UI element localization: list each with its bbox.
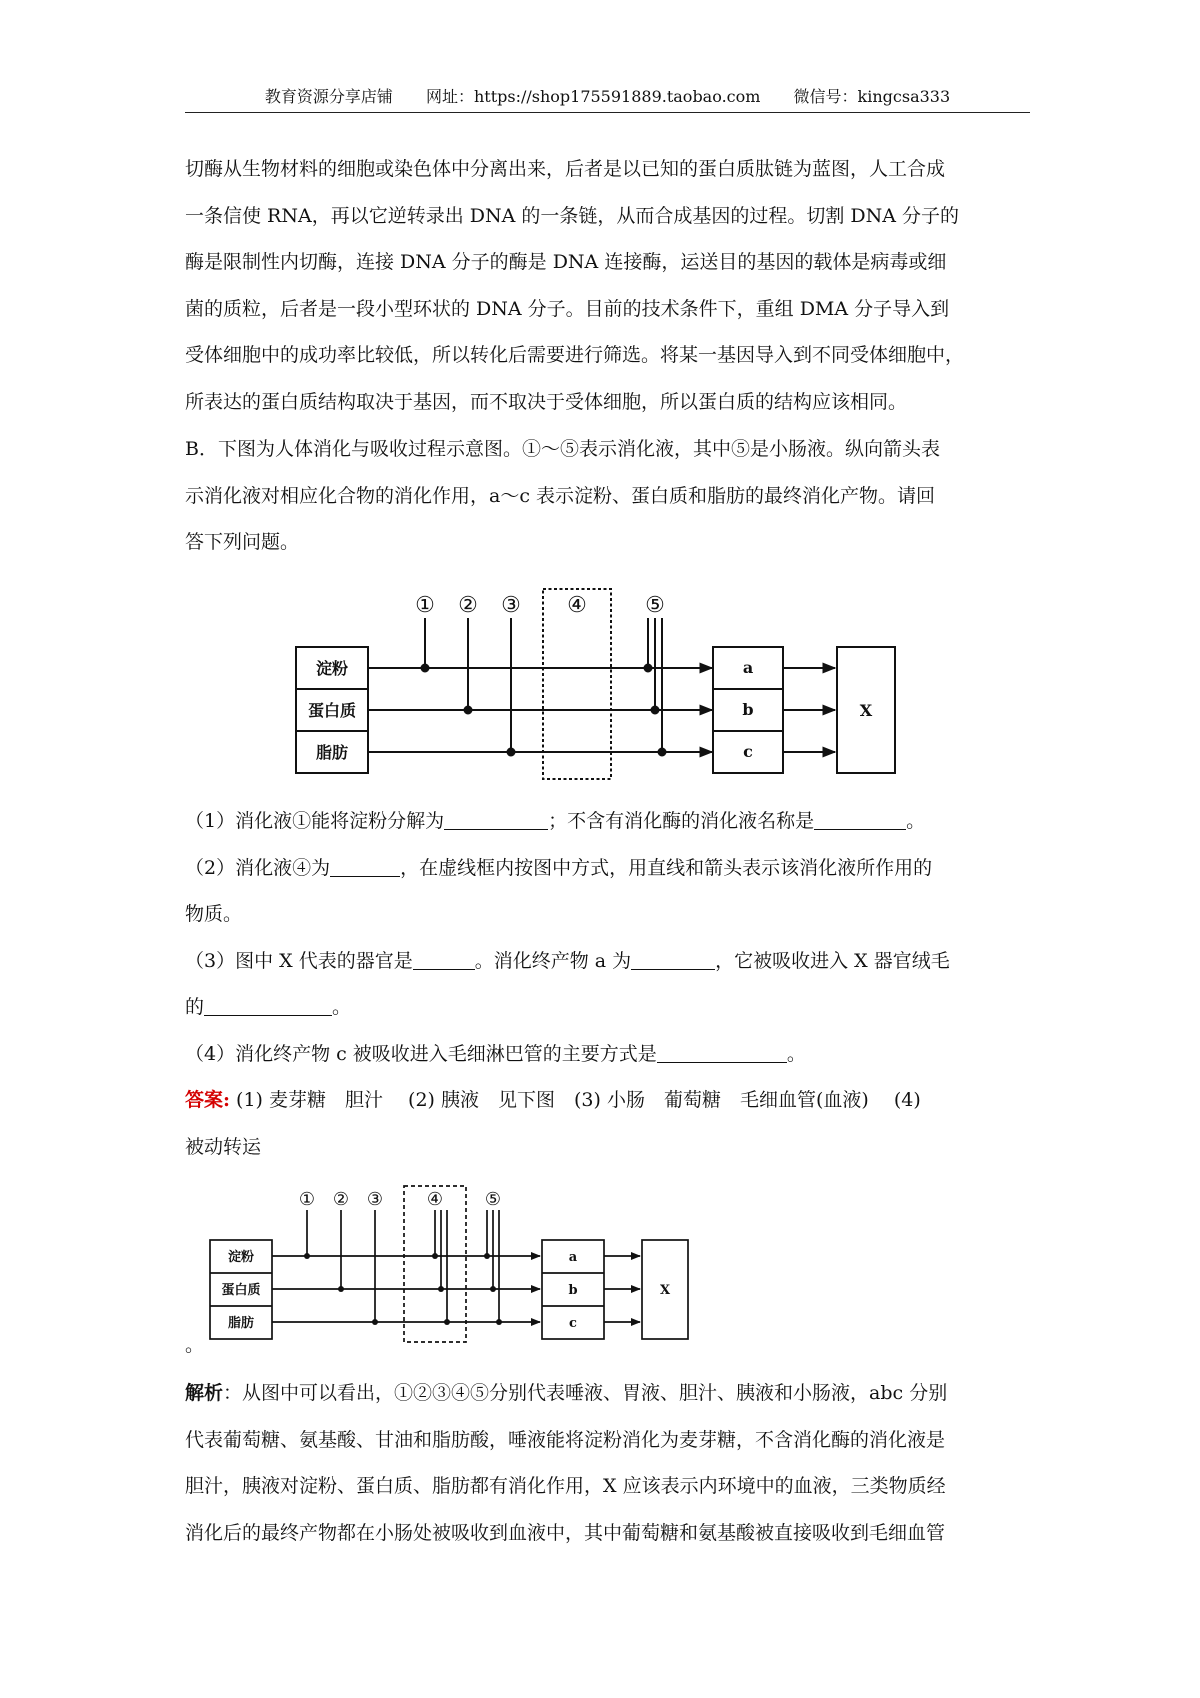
- fluid-label: ⑤: [484, 1189, 502, 1210]
- fluid-label: ③: [366, 1189, 384, 1210]
- intro-line: 受体细胞中的成功率比较低，所以转化后需要进行筛选。将某一基因导入到不同受体细胞中，: [185, 344, 965, 366]
- fluid-label: ③: [501, 593, 521, 618]
- question-4: （4）消化终产物 c 被吸收进入毛细淋巴管的主要方式是 。: [185, 1031, 1030, 1078]
- substance-label: 脂肪: [315, 743, 349, 762]
- answer-line: 答案: (1) 麦芽糖 胆汁 (2) 胰液 见下图 (3) 小肠 葡萄糖 毛细血管(血液) (4): [185, 1089, 921, 1111]
- intro-line: 酶是限制性内切酶，连接 DNA 分子的酶是 DNA 连接酶，运送目的基因的载体是病毒或细: [185, 251, 947, 273]
- intro-line: 切酶从生物材料的细胞或染色体中分离出来，后者是以已知的蛋白质肽链为蓝图，人工合成: [185, 158, 946, 180]
- answer-blank[interactable]: [204, 993, 332, 1016]
- answer-label: 答案:: [185, 1089, 231, 1111]
- answer-line-2: 被动转运: [185, 1135, 262, 1158]
- fluid-label: ①: [298, 1189, 316, 1210]
- organ-label: X: [659, 1283, 671, 1298]
- header-url: 网址：https://shop175591889.taobao.com: [425, 87, 761, 106]
- answer-blank[interactable]: [657, 1040, 787, 1063]
- intro-paragraph: [185, 146, 1030, 425]
- question-1: （1）消化液①能将淀粉分解为 ；不含有消化酶的消化液名称是 。: [185, 798, 1030, 845]
- fluid-label: ②: [458, 593, 478, 618]
- organ-label: X: [859, 701, 873, 720]
- product-label: b: [742, 700, 754, 719]
- intro-line: 菌的质粒，后者是一段小型环状的 DNA 分子。目前的技术条件下，重组 DMA 分子导入到: [185, 297, 950, 320]
- fluid-label: ④: [567, 593, 587, 618]
- fluid-label: ⑤: [645, 593, 665, 618]
- analysis-line: 胆汁，胰液对淀粉、蛋白质、脂肪都有消化作用，X 应该表示内环境中的血液，三类物质经: [185, 1475, 946, 1497]
- product-label: c: [743, 742, 753, 761]
- substance-label: 蛋白质: [221, 1283, 261, 1298]
- question-b-line: 示消化液对相应化合物的消化作用，a～c 表示淀粉、蛋白质和脂肪的最终消化产物。请回: [185, 484, 936, 507]
- page-header: [185, 82, 1030, 113]
- question-2: （2）消化液④为 ，在虚线框内按图中方式，用直线和箭头表示该消化液所作用的: [185, 845, 1030, 892]
- question-3: （3）图中 X 代表的器官是 。消化终产物 a 为 ，它被吸收进入 X 器官绒毛: [185, 938, 1030, 985]
- question-2-cont: 物质。: [185, 903, 243, 925]
- question-b-line: 答下列问题。: [185, 531, 300, 553]
- answer-blank[interactable]: [814, 807, 906, 830]
- answer-blank[interactable]: [413, 947, 475, 970]
- product-label: b: [568, 1283, 578, 1298]
- question-b: [185, 426, 1030, 566]
- question-b-line: B．下图为人体消化与吸收过程示意图。①～⑤表示消化液，其中⑤是小肠液。纵向箭头表: [185, 438, 940, 460]
- analysis-line: 代表葡萄糖、氨基酸、甘油和脂肪酸，唾液能将淀粉消化为麦芽糖，不含消化酶的消化液是: [185, 1428, 946, 1451]
- product-label: a: [568, 1250, 578, 1265]
- substance-label: 蛋白质: [307, 701, 357, 720]
- substance-label: 淀粉: [227, 1250, 255, 1265]
- analysis-label: 解析: [185, 1382, 224, 1404]
- fluid-label: ①: [415, 593, 435, 618]
- intro-line: 一条信使 RNA，再以它逆转录出 DNA 的一条链，从而合成基因的过程。切割 DNA 分子的: [185, 204, 960, 227]
- answer-blank[interactable]: [631, 947, 715, 970]
- answer-blank[interactable]: [444, 807, 548, 830]
- question-3-cont: 的 。: [185, 984, 1030, 1031]
- questions: [185, 798, 1030, 1077]
- substance-label: 淀粉: [315, 659, 349, 678]
- substance-label: 脂肪: [227, 1316, 255, 1331]
- answer-blank[interactable]: [330, 854, 400, 877]
- answer-diagram: [190, 1180, 710, 1345]
- analysis-line: 解析：从图中可以看出，①②③④⑤分别代表唾液、胃液、胆汁、胰液和小肠液，abc 分别: [185, 1382, 948, 1404]
- digestion-diagram: [290, 585, 930, 785]
- answer-section: [185, 1077, 1030, 1170]
- answer-figure-period: 。: [185, 1334, 205, 1356]
- header-wechat: 微信号：kingcsa333: [793, 87, 951, 106]
- fluid-label: ②: [332, 1189, 350, 1210]
- product-label: a: [742, 658, 754, 677]
- analysis-section: [185, 1370, 1030, 1556]
- product-label: c: [569, 1316, 577, 1331]
- analysis-line: 消化后的最终产物都在小肠处被吸收到血液中，其中葡萄糖和氨基酸被直接吸收到毛细血管: [185, 1521, 946, 1544]
- header-shop: 教育资源分享店铺: [264, 87, 393, 106]
- intro-line: 所表达的蛋白质结构取决于基因，而不取决于受体细胞，所以蛋白质的结构应该相同。: [185, 390, 908, 413]
- fluid-label: ④: [426, 1189, 444, 1210]
